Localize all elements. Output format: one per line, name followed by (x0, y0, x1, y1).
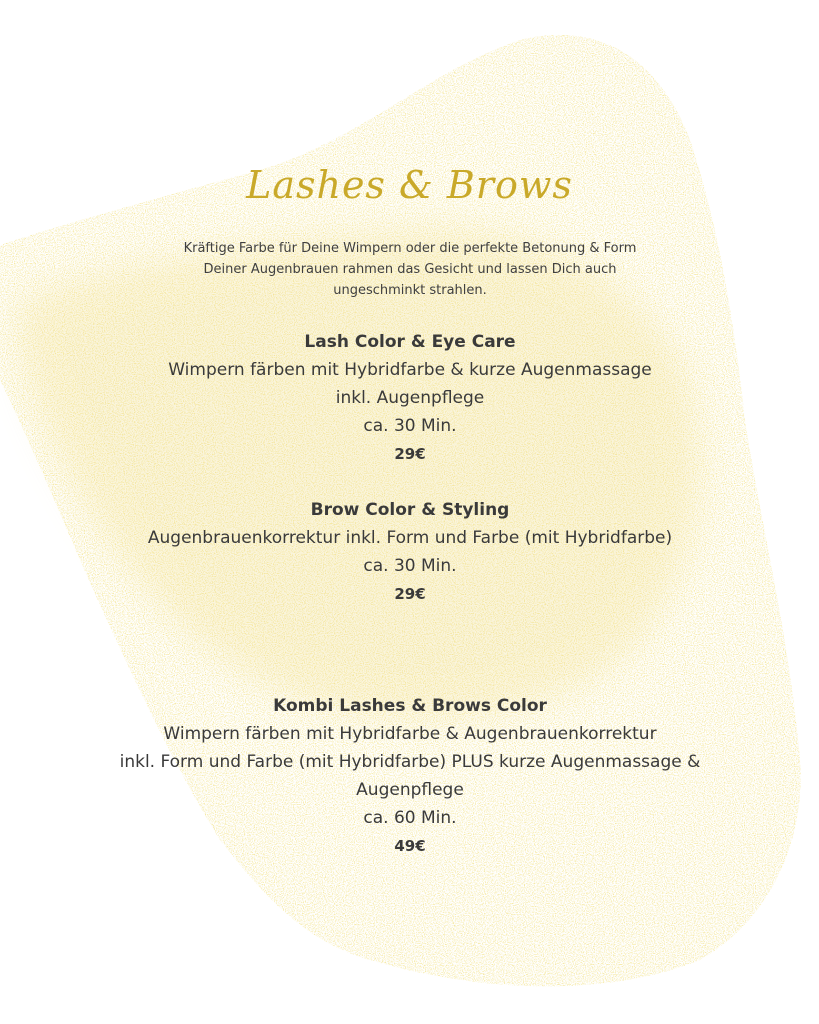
service-item-brow-color (30, 496, 790, 608)
intro-line: ungeschminkt strahlen. (333, 283, 487, 298)
service-duration: ca. 30 Min. (363, 416, 457, 436)
service-item-kombi-lashes-brows (30, 692, 790, 860)
service-description-line: Augenbrauenkorrektur inkl. Form und Farbe (mit Hybridfarbe) (147, 528, 673, 548)
service-duration: ca. 60 Min. (363, 808, 457, 828)
service-description-line: Wimpern färben mit Hybridfarbe & kurze Augenmassage (168, 360, 652, 380)
service-name: Brow Color & Styling (310, 500, 510, 520)
service-description-line: Wimpern färben mit Hybridfarbe & Augenbrauenkorrektur (163, 724, 657, 744)
service-description (30, 524, 790, 552)
intro-text (120, 238, 700, 301)
service-description-line: inkl. Augenpflege (335, 388, 485, 408)
service-name: Kombi Lashes & Brows Color (273, 696, 547, 716)
page-title: Lashes & Brows (246, 163, 573, 207)
service-price: 29€ (394, 585, 426, 603)
service-name: Lash Color & Eye Care (304, 332, 516, 352)
service-description-line: inkl. Form und Farbe (mit Hybridfarbe) PLUS kurze Augenmassage & (119, 752, 701, 772)
intro-line: Deiner Augenbrauen rahmen das Gesicht und lassen Dich auch (203, 262, 617, 277)
service-price: 29€ (394, 445, 426, 463)
service-item-lash-color (30, 328, 790, 468)
service-duration: ca. 30 Min. (363, 556, 457, 576)
service-description (30, 356, 790, 412)
service-price: 49€ (394, 837, 426, 855)
service-description (30, 720, 790, 804)
service-description-line: Augenpflege (356, 780, 464, 800)
intro-line: Kräftige Farbe für Deine Wimpern oder die perfekte Betonung & Form (183, 241, 637, 256)
